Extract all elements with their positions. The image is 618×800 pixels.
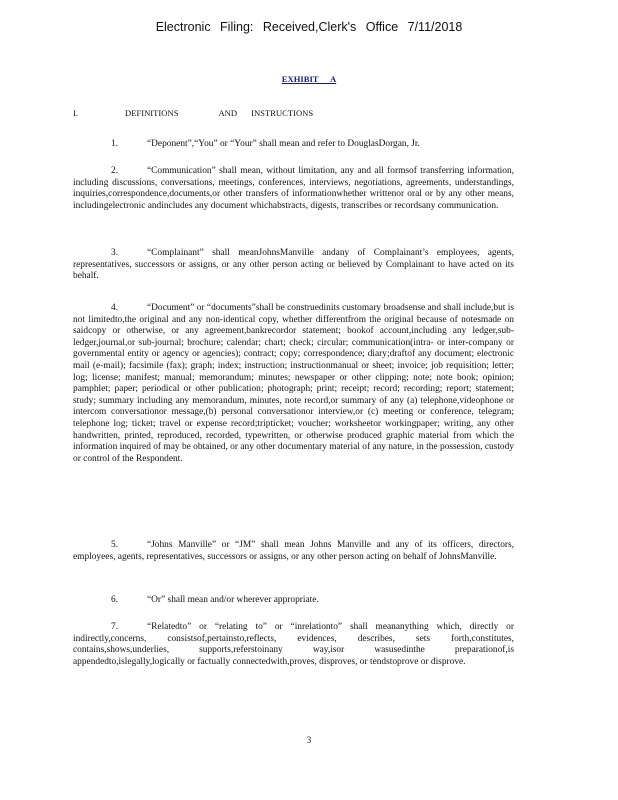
paragraph-text: “Or” shall mean and/or wherever appropriate.: [147, 595, 319, 605]
definition-paragraph-6: [73, 595, 514, 607]
paragraph-text: “Document” or “documents”shall be construedinits customary broadsense and shall include,but is not limitedto,the original and any non-identical copy, whether differentfrom the original because of notesmade on saidcopy or otherwise, or any agreement,bankrecordor statement; bookof account,including any ledger,sub-ledger,journal,or sub-journal; brochure; calendar; chart; check; circular; communication(intra- or inter-company or governmental entity or agency or agencies); contract; copy; correspondence; diary;draftof any document; electronic mail (e-mail); facsimile (fax); graph; index; instruction; instructionmanual or sheet; invoice; job requisition; letter; log; license; manifest; manual; memorandum; minutes; newspaper or other clipping; note; note book; opinion; pamphlet; paper; periodical or other publication; photograph; print; receipt; record; recording; report; statement; study; summary including any memorandum, minutes, note record,or summary of any (a) telephone,videophone or intercom conversationor message,(b) personal conversationor interview,or (c) meeting or conference, telegram; telephone log; ticket; travel or expense record;tripticket; voucher; worksheetor workingpaper; writing, any other handwritten, printed, reproduced, recorded, typewritten, or otherwise produced graphic material from which the information inquired of may be obtained, or any other documentary material of any nature, in the possession, custody or control of the Respondent.: [73, 303, 514, 464]
definition-paragraph-3: [73, 248, 514, 283]
filing-header: Electronic Filing: Received,Clerk's Office 7/11/2018: [155, 20, 463, 34]
paragraph-text: “Complainant” shall meanJohnsManville andany of Complainant’s employees, agents, representatives, successors or assigns, or any other person acting or believed by Complainant to have acted on its behalf.: [73, 248, 514, 282]
section-title: DEFINITIONS: [125, 108, 179, 118]
section-title-2: INSTRUCTIONS: [251, 108, 314, 118]
definition-paragraph-4: [73, 303, 514, 465]
definition-paragraph-5: [73, 540, 514, 563]
section-connector: AND: [218, 108, 238, 118]
exhibit-title: EXHIBIT A: [281, 74, 337, 84]
paragraph-number: 1.: [111, 139, 119, 149]
section-number: I.: [73, 108, 79, 118]
paragraph-text: “Deponent”,“You” or “Your” shall mean and refer to DouglasDorgan, Jr.: [147, 139, 420, 149]
paragraph-text: “Communication” shall mean, without limitation, any and all formsof transferring information, including discussions, conversations, meetings, conferences, interviews, negotiations, agreements, understandings, inquiries,correspondence,documents,or other transfers of informationwhether writtenor oral or by any other means, includingelectronic andincludes any document whichabstracts, digests, transcribes or recordsany communication.: [73, 166, 514, 211]
paragraph-number: 5.: [111, 540, 119, 550]
paragraph-number: 4.: [111, 303, 119, 313]
section-heading: [73, 108, 313, 118]
paragraph-number: 3.: [111, 248, 119, 258]
definition-paragraph-1: [73, 139, 514, 151]
definition-paragraph-7: [73, 622, 514, 668]
paragraph-number: 6.: [111, 595, 119, 605]
paragraph-text: “Relatedto” or “relating to” or “inrelationto” shall meananything which, directly or indirectly,concerns, consistsof,pertainsto,reflects, evidences, describes, sets forth,constitutes, contains,shows,underlies, supports,referstoinany way,isor wasusedinthe preparationof,is appendedto,islegally,logically or factually connectedwith,proves, disproves, or tendstoprove or disprove.: [73, 622, 514, 667]
definition-paragraph-2: [73, 166, 514, 212]
paragraph-text: “Johns Manville” or “JM” shall mean Johns Manville and any of its officers, directors, employees, agents, representatives, successors or assigns, or any other person acting on behalf of JohnsManville.: [73, 540, 514, 562]
paragraph-number: 2.: [111, 166, 119, 176]
paragraph-number: 7.: [111, 622, 119, 632]
page-number: 3: [306, 735, 312, 745]
